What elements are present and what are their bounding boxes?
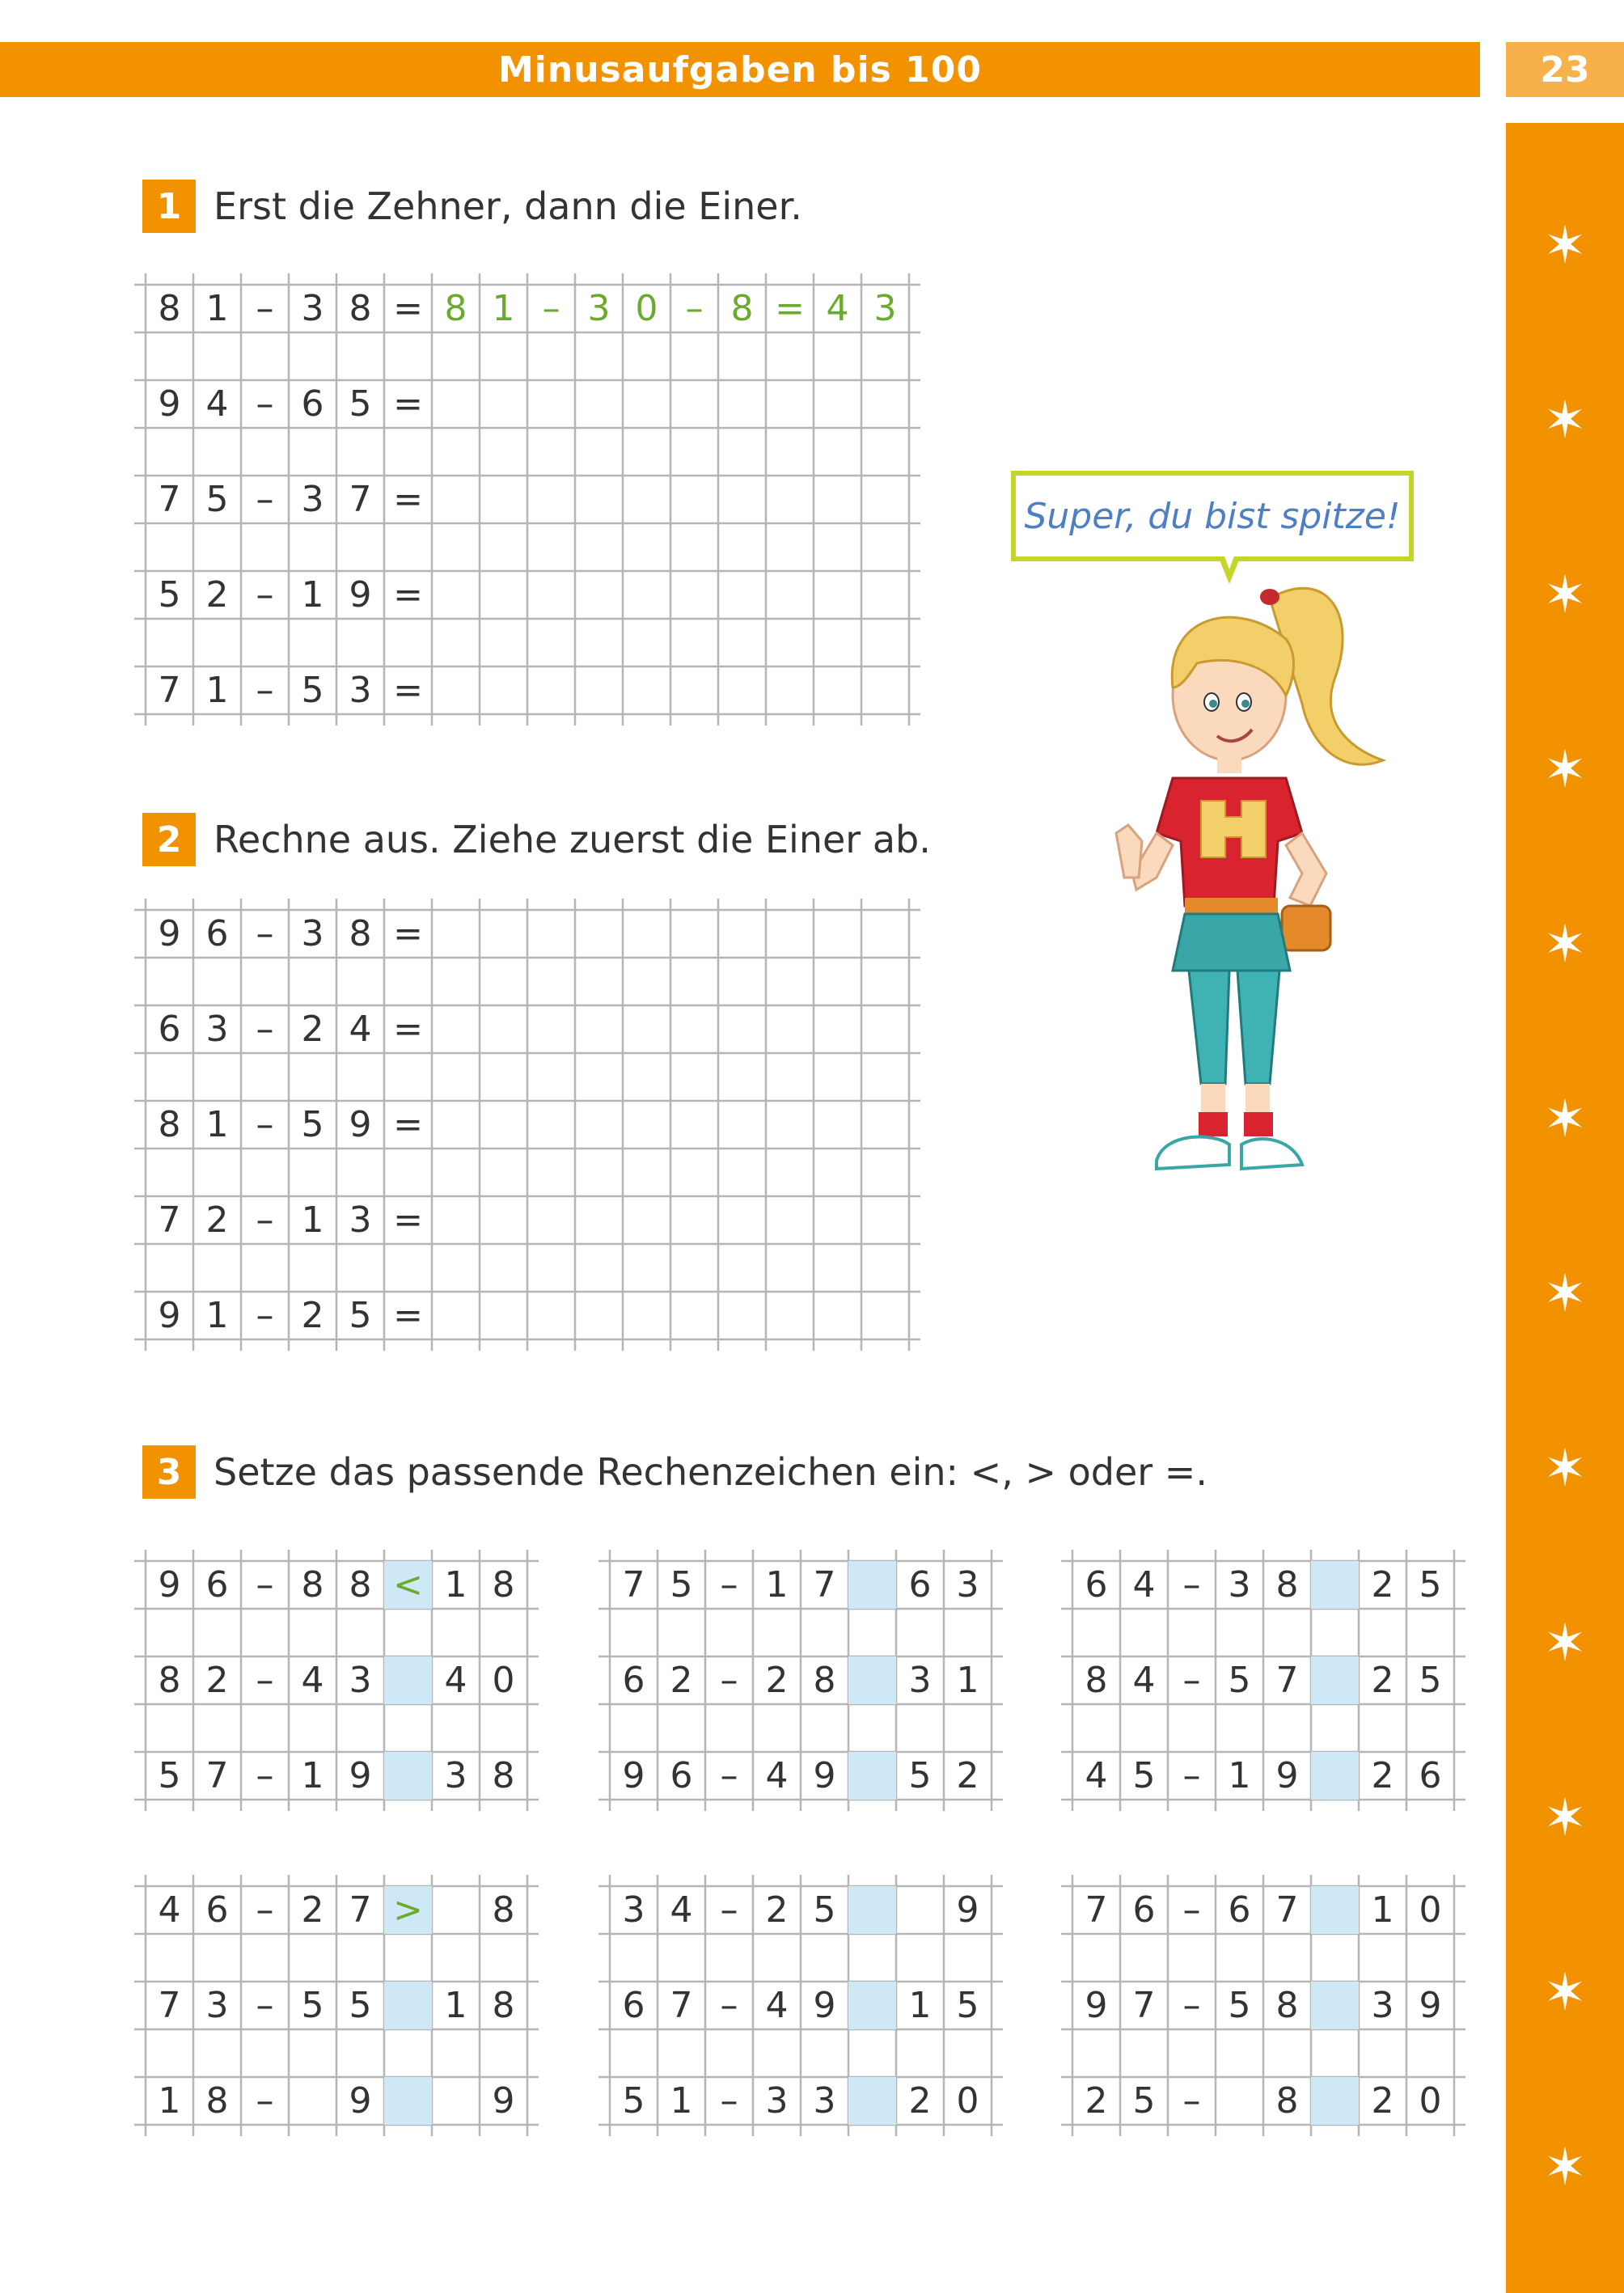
grid-cell: < [393, 1564, 423, 1606]
grid-cell: 2 [670, 1660, 693, 1701]
grid-cell: 6 [622, 1660, 645, 1701]
page-number: 23 [1506, 42, 1624, 97]
task-2-heading [142, 813, 931, 866]
grid-cell: 3 [1228, 1564, 1251, 1606]
grid-cell: 5 [1419, 1564, 1442, 1606]
grid-cell: 8 [1275, 1564, 1299, 1606]
grid-cell: 8 [492, 1755, 515, 1796]
star-icon: ✶ [1543, 391, 1587, 451]
grid-cell: = [393, 913, 423, 954]
grid-cell: 7 [1275, 1889, 1299, 1931]
star-icon: ✶ [1543, 1439, 1587, 1499]
grid-cell: 9 [349, 1755, 372, 1796]
grid-cell: 5 [1228, 1985, 1251, 2026]
grid-cell: 0 [1419, 1889, 1442, 1931]
grid-cell: 7 [158, 1985, 181, 2026]
grid-cell: – [256, 1985, 274, 2026]
grid-cell: – [256, 1660, 274, 1701]
grid-cell: 0 [492, 1660, 515, 1701]
star-icon: ✶ [1543, 1963, 1587, 2023]
task-3-heading [142, 1445, 1207, 1499]
grid-cell: 2 [301, 1295, 324, 1336]
grid-cell: 8 [158, 1660, 181, 1701]
grid-cell: 5 [205, 479, 229, 520]
grid-cell [1311, 2077, 1359, 2125]
grid-cell: 8 [1085, 1660, 1108, 1701]
grid-cell: – [256, 670, 274, 711]
grid-cell: 5 [349, 1985, 372, 2026]
grid-cell: 3 [813, 2080, 836, 2122]
grid-cell: 2 [301, 1889, 324, 1931]
grid-cell: 7 [670, 1985, 693, 2026]
grid-cell: 5 [349, 383, 372, 425]
grid-cell: 1 [205, 1104, 229, 1145]
grid-cell: 8 [1275, 1985, 1299, 2026]
grid-cell: 1 [444, 1985, 467, 2026]
grid-cell: 9 [1275, 1755, 1299, 1796]
grid-cell: – [1182, 1755, 1201, 1796]
grid-cell: 8 [444, 288, 467, 329]
grid-cell: 2 [1371, 1755, 1394, 1796]
grid-cell [384, 2077, 432, 2125]
grid-cell: 9 [158, 383, 181, 425]
grid-cell: 8 [730, 288, 754, 329]
grid-cell: 4 [1132, 1660, 1156, 1701]
grid-cell: 9 [492, 2080, 515, 2122]
grid-cell: 1 [205, 1295, 229, 1336]
grid-cell: 4 [670, 1889, 693, 1931]
grid-cell: 6 [908, 1564, 932, 1606]
task-number: 2 [142, 813, 196, 866]
grid-cell: – [256, 2080, 274, 2122]
grid-cell: 4 [765, 1985, 789, 2026]
grid-cell: 2 [205, 1199, 229, 1241]
grid-cell: 1 [301, 574, 324, 616]
grid-cell: 8 [158, 288, 181, 329]
grid-cell: 8 [813, 1660, 836, 1701]
grid-cell: 5 [301, 1104, 324, 1145]
grid-cell [1216, 2077, 1263, 2125]
grid-cell: 8 [205, 2080, 229, 2122]
grid-cell [289, 2077, 336, 2125]
grid-cell [432, 1886, 480, 1934]
task-number: 3 [142, 1445, 196, 1499]
grid-cell: = [393, 288, 423, 329]
page-title: Minusaufgaben bis 100 [498, 49, 982, 91]
grid-cell: 3 [956, 1564, 979, 1606]
star-icon: ✶ [1543, 740, 1587, 800]
grid-cell: – [256, 1199, 274, 1241]
comparison-block [1072, 1561, 1454, 1800]
grid-cell: – [256, 1889, 274, 1931]
grid-cell: – [720, 2080, 738, 2122]
grid-cell: 0 [956, 2080, 979, 2122]
grid-cell: 5 [1132, 1755, 1156, 1796]
grid-cell: 6 [670, 1755, 693, 1796]
grid-cell: – [256, 288, 274, 329]
grid-cell: 3 [444, 1755, 467, 1796]
grid-cell [848, 1752, 896, 1800]
grid-cell: – [720, 1985, 738, 2026]
grid-cell: 3 [622, 1889, 645, 1931]
grid-cell: 9 [158, 1564, 181, 1606]
grid-cell: – [1182, 2080, 1201, 2122]
grid-cell: – [720, 1889, 738, 1931]
grid-cell: 3 [301, 479, 324, 520]
grid-cell: 4 [765, 1755, 789, 1796]
grid-cell: 9 [1419, 1985, 1442, 2026]
grid-cell [1311, 1886, 1359, 1934]
page-title-bar [0, 42, 1480, 97]
grid-cell: 1 [670, 2080, 693, 2122]
grid-cell: 1 [1228, 1755, 1251, 1796]
grid-cell: 9 [956, 1889, 979, 1931]
grid-cell: 3 [205, 1009, 229, 1050]
grid-cell: 7 [813, 1564, 836, 1606]
grid-cell [432, 2077, 480, 2125]
grid-cell: 3 [205, 1985, 229, 2026]
star-icon: ✶ [1543, 1089, 1587, 1149]
grid-cell [1311, 1656, 1359, 1704]
grid-cell: 4 [301, 1660, 324, 1701]
grid-cell: 2 [1085, 2080, 1108, 2122]
grid-cell: 7 [1275, 1660, 1299, 1701]
grid-cell [848, 2077, 896, 2125]
grid-cell [384, 1752, 432, 1800]
grid-cell: 3 [301, 913, 324, 954]
grid-cell: > [393, 1889, 423, 1931]
grid-cell: 6 [1132, 1889, 1156, 1931]
star-icon: ✶ [1543, 915, 1587, 975]
comparison-block [146, 1561, 527, 1800]
task-1-grid [146, 285, 909, 714]
grid-cell: – [720, 1564, 738, 1606]
grid-cell: – [256, 479, 274, 520]
grid-cell: 6 [158, 1009, 181, 1050]
grid-cell: = [393, 574, 423, 616]
grid-cell: 1 [492, 288, 515, 329]
grid-cell [384, 1656, 432, 1704]
star-icon: ✶ [1543, 1788, 1587, 1848]
grid-cell: – [256, 1295, 274, 1336]
grid-cell: 5 [1132, 2080, 1156, 2122]
sidebar-strip [1506, 123, 1624, 2293]
grid-cell: 5 [1419, 1660, 1442, 1701]
girl-illustration [1068, 566, 1407, 1197]
grid-cell: 7 [1085, 1889, 1108, 1931]
grid-cell: 0 [1419, 2080, 1442, 2122]
grid-cell: – [720, 1660, 738, 1701]
grid-cell: 5 [158, 574, 181, 616]
grid-cell: 4 [444, 1660, 467, 1701]
grid-cell: 5 [301, 1985, 324, 2026]
grid-cell: 7 [349, 479, 372, 520]
grid-cell: – [256, 913, 274, 954]
grid-cell: 9 [349, 2080, 372, 2122]
grid-cell: 7 [1132, 1985, 1156, 2026]
grid-cell [848, 1656, 896, 1704]
grid-cell: 6 [622, 1985, 645, 2026]
grid-cell: 1 [205, 288, 229, 329]
grid-cell: = [393, 383, 423, 425]
grid-cell: 6 [1228, 1889, 1251, 1931]
grid-cell: 3 [765, 2080, 789, 2122]
grid-cell: 3 [349, 1199, 372, 1241]
grid-cell: – [256, 383, 274, 425]
grid-cell: 2 [765, 1889, 789, 1931]
grid-cell: 5 [956, 1985, 979, 2026]
grid-cell [848, 1561, 896, 1609]
grid-cell: 5 [1228, 1660, 1251, 1701]
grid-cell: 7 [158, 1199, 181, 1241]
grid-cell: 4 [205, 383, 229, 425]
grid-cell: = [775, 288, 805, 329]
grid-cell: 2 [765, 1660, 789, 1701]
grid-cell: 1 [301, 1199, 324, 1241]
grid-cell: 2 [301, 1009, 324, 1050]
grid-cell: 6 [205, 1564, 229, 1606]
star-icon: ✶ [1543, 1264, 1587, 1324]
grid-cell: – [685, 288, 704, 329]
grid-cell: 9 [158, 913, 181, 954]
star-icon: ✶ [1543, 2138, 1587, 2198]
grid-cell [848, 1886, 896, 1934]
grid-cell: 4 [1132, 1564, 1156, 1606]
grid-cell: 1 [301, 1755, 324, 1796]
grid-cell: 4 [349, 1009, 372, 1050]
grid-cell: 6 [205, 1889, 229, 1931]
grid-cell: 1 [205, 670, 229, 711]
grid-cell: = [393, 1295, 423, 1336]
grid-cell: 3 [349, 670, 372, 711]
speech-bubble-text: Super, du bist spitze! [1024, 495, 1401, 537]
grid-cell: 8 [349, 1564, 372, 1606]
grid-cell: 6 [1419, 1755, 1442, 1796]
grid-cell: 7 [158, 479, 181, 520]
grid-cell [896, 1886, 944, 1934]
grid-cell: 7 [205, 1755, 229, 1796]
grid-cell: 4 [826, 288, 849, 329]
grid-cell [1311, 1982, 1359, 2029]
grid-cell: = [393, 1104, 423, 1145]
grid-cell: 5 [158, 1755, 181, 1796]
grid-cell: 8 [349, 288, 372, 329]
grid-cell: 2 [205, 574, 229, 616]
grid-cell: 4 [158, 1889, 181, 1931]
grid-cell: 3 [301, 288, 324, 329]
grid-cell: 8 [349, 913, 372, 954]
grid-cell: 1 [765, 1564, 789, 1606]
grid-cell: 9 [349, 1104, 372, 1145]
grid-cell: 8 [158, 1104, 181, 1145]
grid-cell: 8 [492, 1889, 515, 1931]
grid-cell: 3 [908, 1660, 932, 1701]
grid-cell: 2 [908, 2080, 932, 2122]
grid-cell: 3 [587, 288, 611, 329]
grid-cell [848, 1982, 896, 2029]
grid-cell: – [1182, 1985, 1201, 2026]
grid-cell: 5 [301, 670, 324, 711]
grid-cell: = [393, 1199, 423, 1241]
grid-cell: 3 [1371, 1985, 1394, 2026]
grid-cell: 0 [635, 288, 658, 329]
grid-cell: 6 [301, 383, 324, 425]
grid-cell [1311, 1752, 1359, 1800]
grid-cell: = [393, 1009, 423, 1050]
comparison-block [610, 1561, 992, 1800]
grid-cell: – [256, 1755, 274, 1796]
comparison-block [610, 1886, 992, 2125]
grid-cell: 1 [956, 1660, 979, 1701]
task-instruction: Setze das passende Rechenzeichen ein: <, > oder =. [214, 1450, 1207, 1494]
grid-cell: 8 [1275, 2080, 1299, 2122]
grid-cell: 3 [873, 288, 897, 329]
grid-cell: – [256, 1564, 274, 1606]
grid-cell: 7 [622, 1564, 645, 1606]
comparison-block [146, 1886, 527, 2125]
task-1-heading [142, 180, 802, 233]
grid-cell: = [393, 479, 423, 520]
task-2-grid [146, 910, 909, 1339]
star-icon: ✶ [1543, 1614, 1587, 1673]
grid-cell: = [393, 670, 423, 711]
grid-cell [384, 1982, 432, 2029]
grid-cell: – [1182, 1564, 1201, 1606]
grid-cell: 2 [205, 1660, 229, 1701]
grid-cell: 4 [1085, 1755, 1108, 1796]
grid-cell: 3 [349, 1660, 372, 1701]
comparison-block [1072, 1886, 1454, 2125]
star-icon: ✶ [1543, 216, 1587, 276]
speech-bubble [1011, 471, 1414, 561]
grid-cell: 2 [1371, 1660, 1394, 1701]
task-instruction: Erst die Zehner, dann die Einer. [214, 184, 802, 228]
grid-cell: 9 [349, 574, 372, 616]
task-number: 1 [142, 180, 196, 233]
grid-cell [1311, 1561, 1359, 1609]
grid-cell: – [256, 1009, 274, 1050]
grid-cell: 2 [1371, 2080, 1394, 2122]
grid-cell: 9 [813, 1985, 836, 2026]
grid-cell: 6 [1085, 1564, 1108, 1606]
grid-cell: 5 [349, 1295, 372, 1336]
grid-cell: 9 [1085, 1985, 1108, 2026]
grid-cell: – [256, 574, 274, 616]
grid-cell: 8 [492, 1564, 515, 1606]
grid-cell: – [1182, 1889, 1201, 1931]
grid-cell: 8 [301, 1564, 324, 1606]
grid-cell: 1 [1371, 1889, 1394, 1931]
grid-cell: 6 [205, 913, 229, 954]
grid-cell: 7 [158, 670, 181, 711]
grid-cell: 9 [158, 1295, 181, 1336]
grid-cell: 2 [1371, 1564, 1394, 1606]
grid-cell: 5 [813, 1889, 836, 1931]
grid-cell: 2 [956, 1755, 979, 1796]
grid-cell: 9 [813, 1755, 836, 1796]
grid-cell: 1 [158, 2080, 181, 2122]
grid-cell: – [1182, 1660, 1201, 1701]
grid-cell: – [720, 1755, 738, 1796]
grid-cell: 5 [622, 2080, 645, 2122]
grid-cell: 8 [492, 1985, 515, 2026]
grid-cell: 1 [444, 1564, 467, 1606]
grid-cell: – [542, 288, 560, 329]
grid-cell: 9 [622, 1755, 645, 1796]
grid-cell: – [256, 1104, 274, 1145]
star-icon: ✶ [1543, 565, 1587, 625]
task-instruction: Rechne aus. Ziehe zuerst die Einer ab. [214, 818, 931, 861]
grid-cell: 1 [908, 1985, 932, 2026]
grid-cell: 5 [908, 1755, 932, 1796]
grid-cell: 7 [349, 1889, 372, 1931]
grid-cell: 5 [670, 1564, 693, 1606]
